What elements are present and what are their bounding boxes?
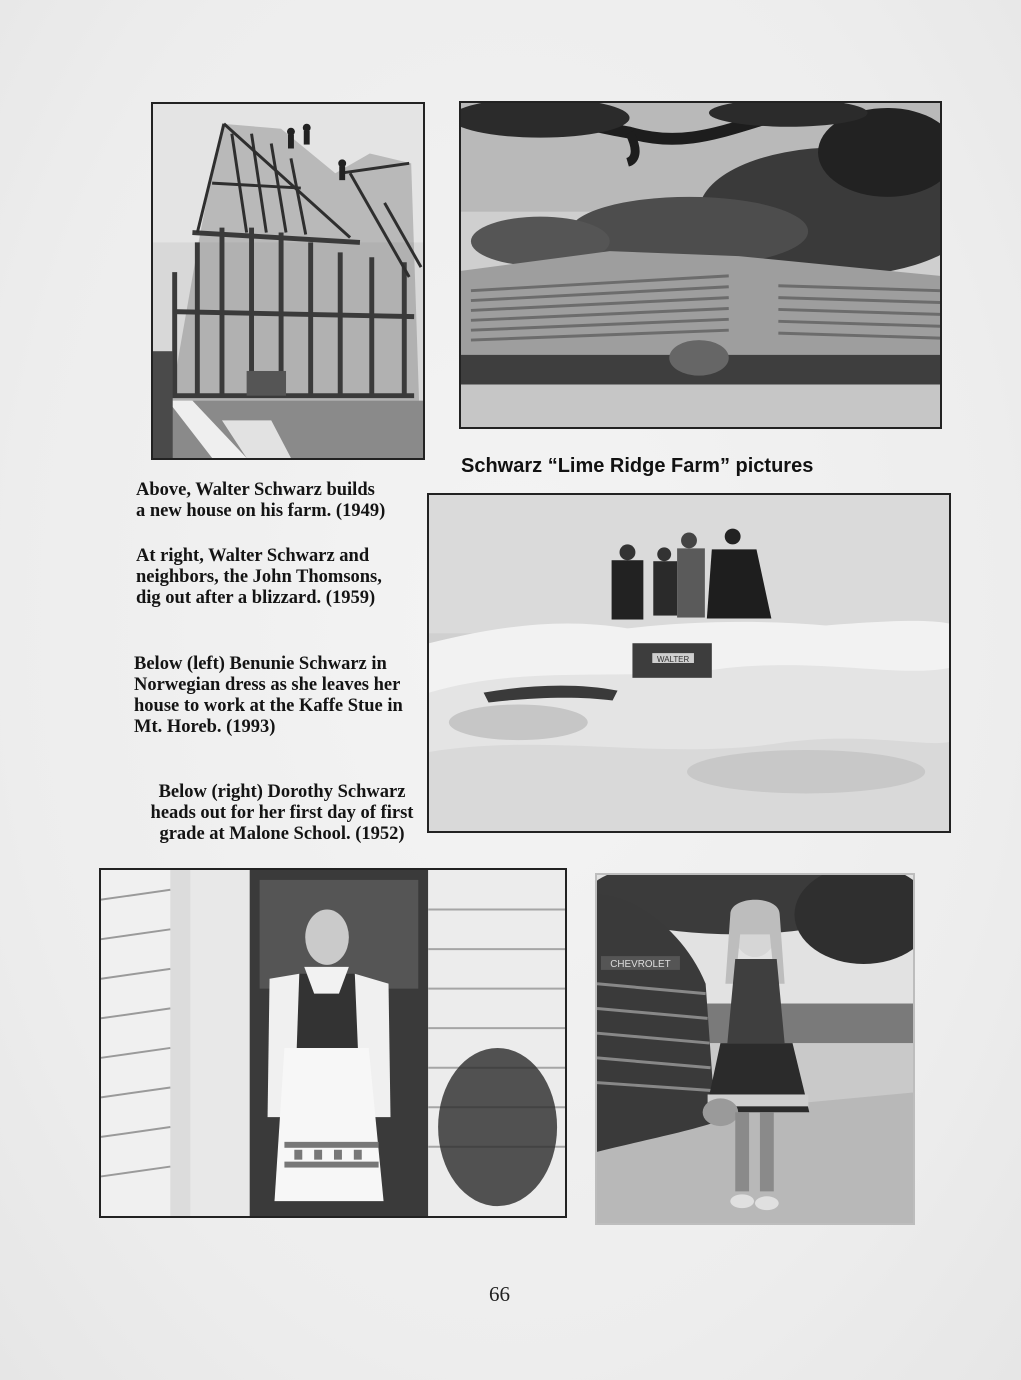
photo-benunie [99, 868, 567, 1218]
photo-cornfield [459, 101, 942, 429]
caption-benunie: Below (left) Benunie Schwarz in Norwegian dress as she leaves her house to work at the Kaffe Stue in Mt. Horeb. (1993) [134, 654, 403, 737]
car-emblem-text: CHEVROLET [610, 958, 671, 970]
page-number: 66 [489, 1282, 510, 1306]
photo-house-frame [151, 102, 425, 460]
caption-house-building: Above, Walter Schwarz builds a new house on his farm. (1949) [136, 480, 386, 521]
car-plate-text: WALTER [657, 655, 690, 665]
caption-dorothy: Below (right) Dorothy Schwarz heads out for her first day of first grade at Malone School. (1952) [150, 782, 414, 844]
caption-blizzard: At right, Walter Schwarz and neighbors, the John Thomsons, dig out after a blizzard. (1959) [136, 546, 382, 608]
photo-dorothy [595, 873, 915, 1225]
photo-blizzard [427, 493, 951, 833]
page-title: Schwarz “Lime Ridge Farm” pictures [461, 455, 814, 477]
